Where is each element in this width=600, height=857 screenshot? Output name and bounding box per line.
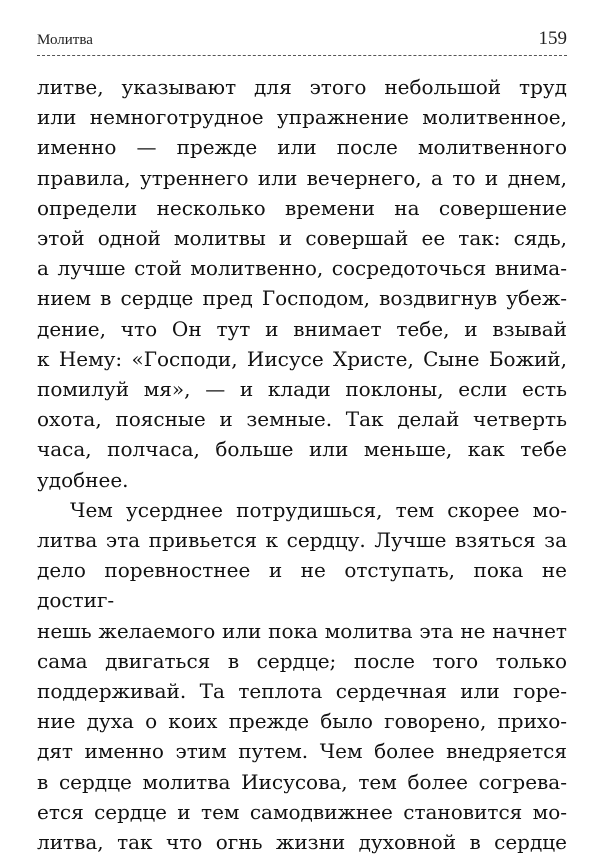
- text-line: охота, поясные и земные. Так делай четверть: [37, 407, 567, 432]
- running-header: [37, 28, 567, 50]
- running-title: Молитва: [37, 32, 93, 48]
- text-line: ние духа о коих прежде было говорено, прихо-: [37, 709, 567, 734]
- text-line: нешь желаемого или пока молитва эта не начнет: [37, 618, 567, 643]
- text-line: литве, указывают для этого небольшой труд: [37, 75, 567, 99]
- text-line: литва, так что огнь жизни духовной в сердце: [37, 830, 567, 855]
- text-line: нием в сердце пред Господом, воздвигнув убеж-: [37, 286, 567, 311]
- text-line: сама двигаться в сердце; после того только: [37, 648, 567, 673]
- text-line: этой одной молитвы и совершай ее так: сядь,: [37, 226, 567, 251]
- text-line: удобнее.: [37, 467, 129, 492]
- page-number: 159: [538, 28, 567, 49]
- text-line: или немноготрудное упражнение молитвенное,: [37, 105, 567, 130]
- text-line: поддерживай. Та теплота сердечная или горе-: [37, 679, 567, 704]
- text-line: именно — прежде или после молитвенного: [37, 135, 567, 160]
- text-line: а лучше стой молитвенно, сосредоточься внима-: [37, 256, 567, 281]
- text-line: помилуй мя», — и клади поклоны, если есть: [37, 377, 567, 402]
- text-line: часа, полчаса, больше или меньше, как тебе: [37, 437, 567, 462]
- text-line: в сердце молитва Иисусова, тем более согрева-: [37, 769, 567, 794]
- text-line: литва эта привьется к сердцу. Лучше взяться за: [37, 528, 567, 553]
- header-rule: [37, 55, 567, 56]
- text-line: ется сердце и тем самодвижнее становится мо-: [37, 799, 567, 824]
- text-line: правила, утреннего или вечернего, а то и днем,: [37, 165, 567, 190]
- text-line: дение, что Он тут и внимает тебе, и взывай: [37, 316, 567, 341]
- text-line: дело поревностнее и не отступать, пока не достиг-: [37, 558, 567, 613]
- text-line: определи несколько времени на совершение: [37, 195, 567, 220]
- body-text: [37, 72, 567, 857]
- text-line: к Нему: «Господи, Иисусе Христе, Сыне Божий,: [37, 346, 567, 371]
- text-line: Чем усерднее потрудишься, тем скорее мо-: [70, 497, 567, 522]
- text-line: дят именно этим путем. Чем более внедряется: [37, 739, 567, 764]
